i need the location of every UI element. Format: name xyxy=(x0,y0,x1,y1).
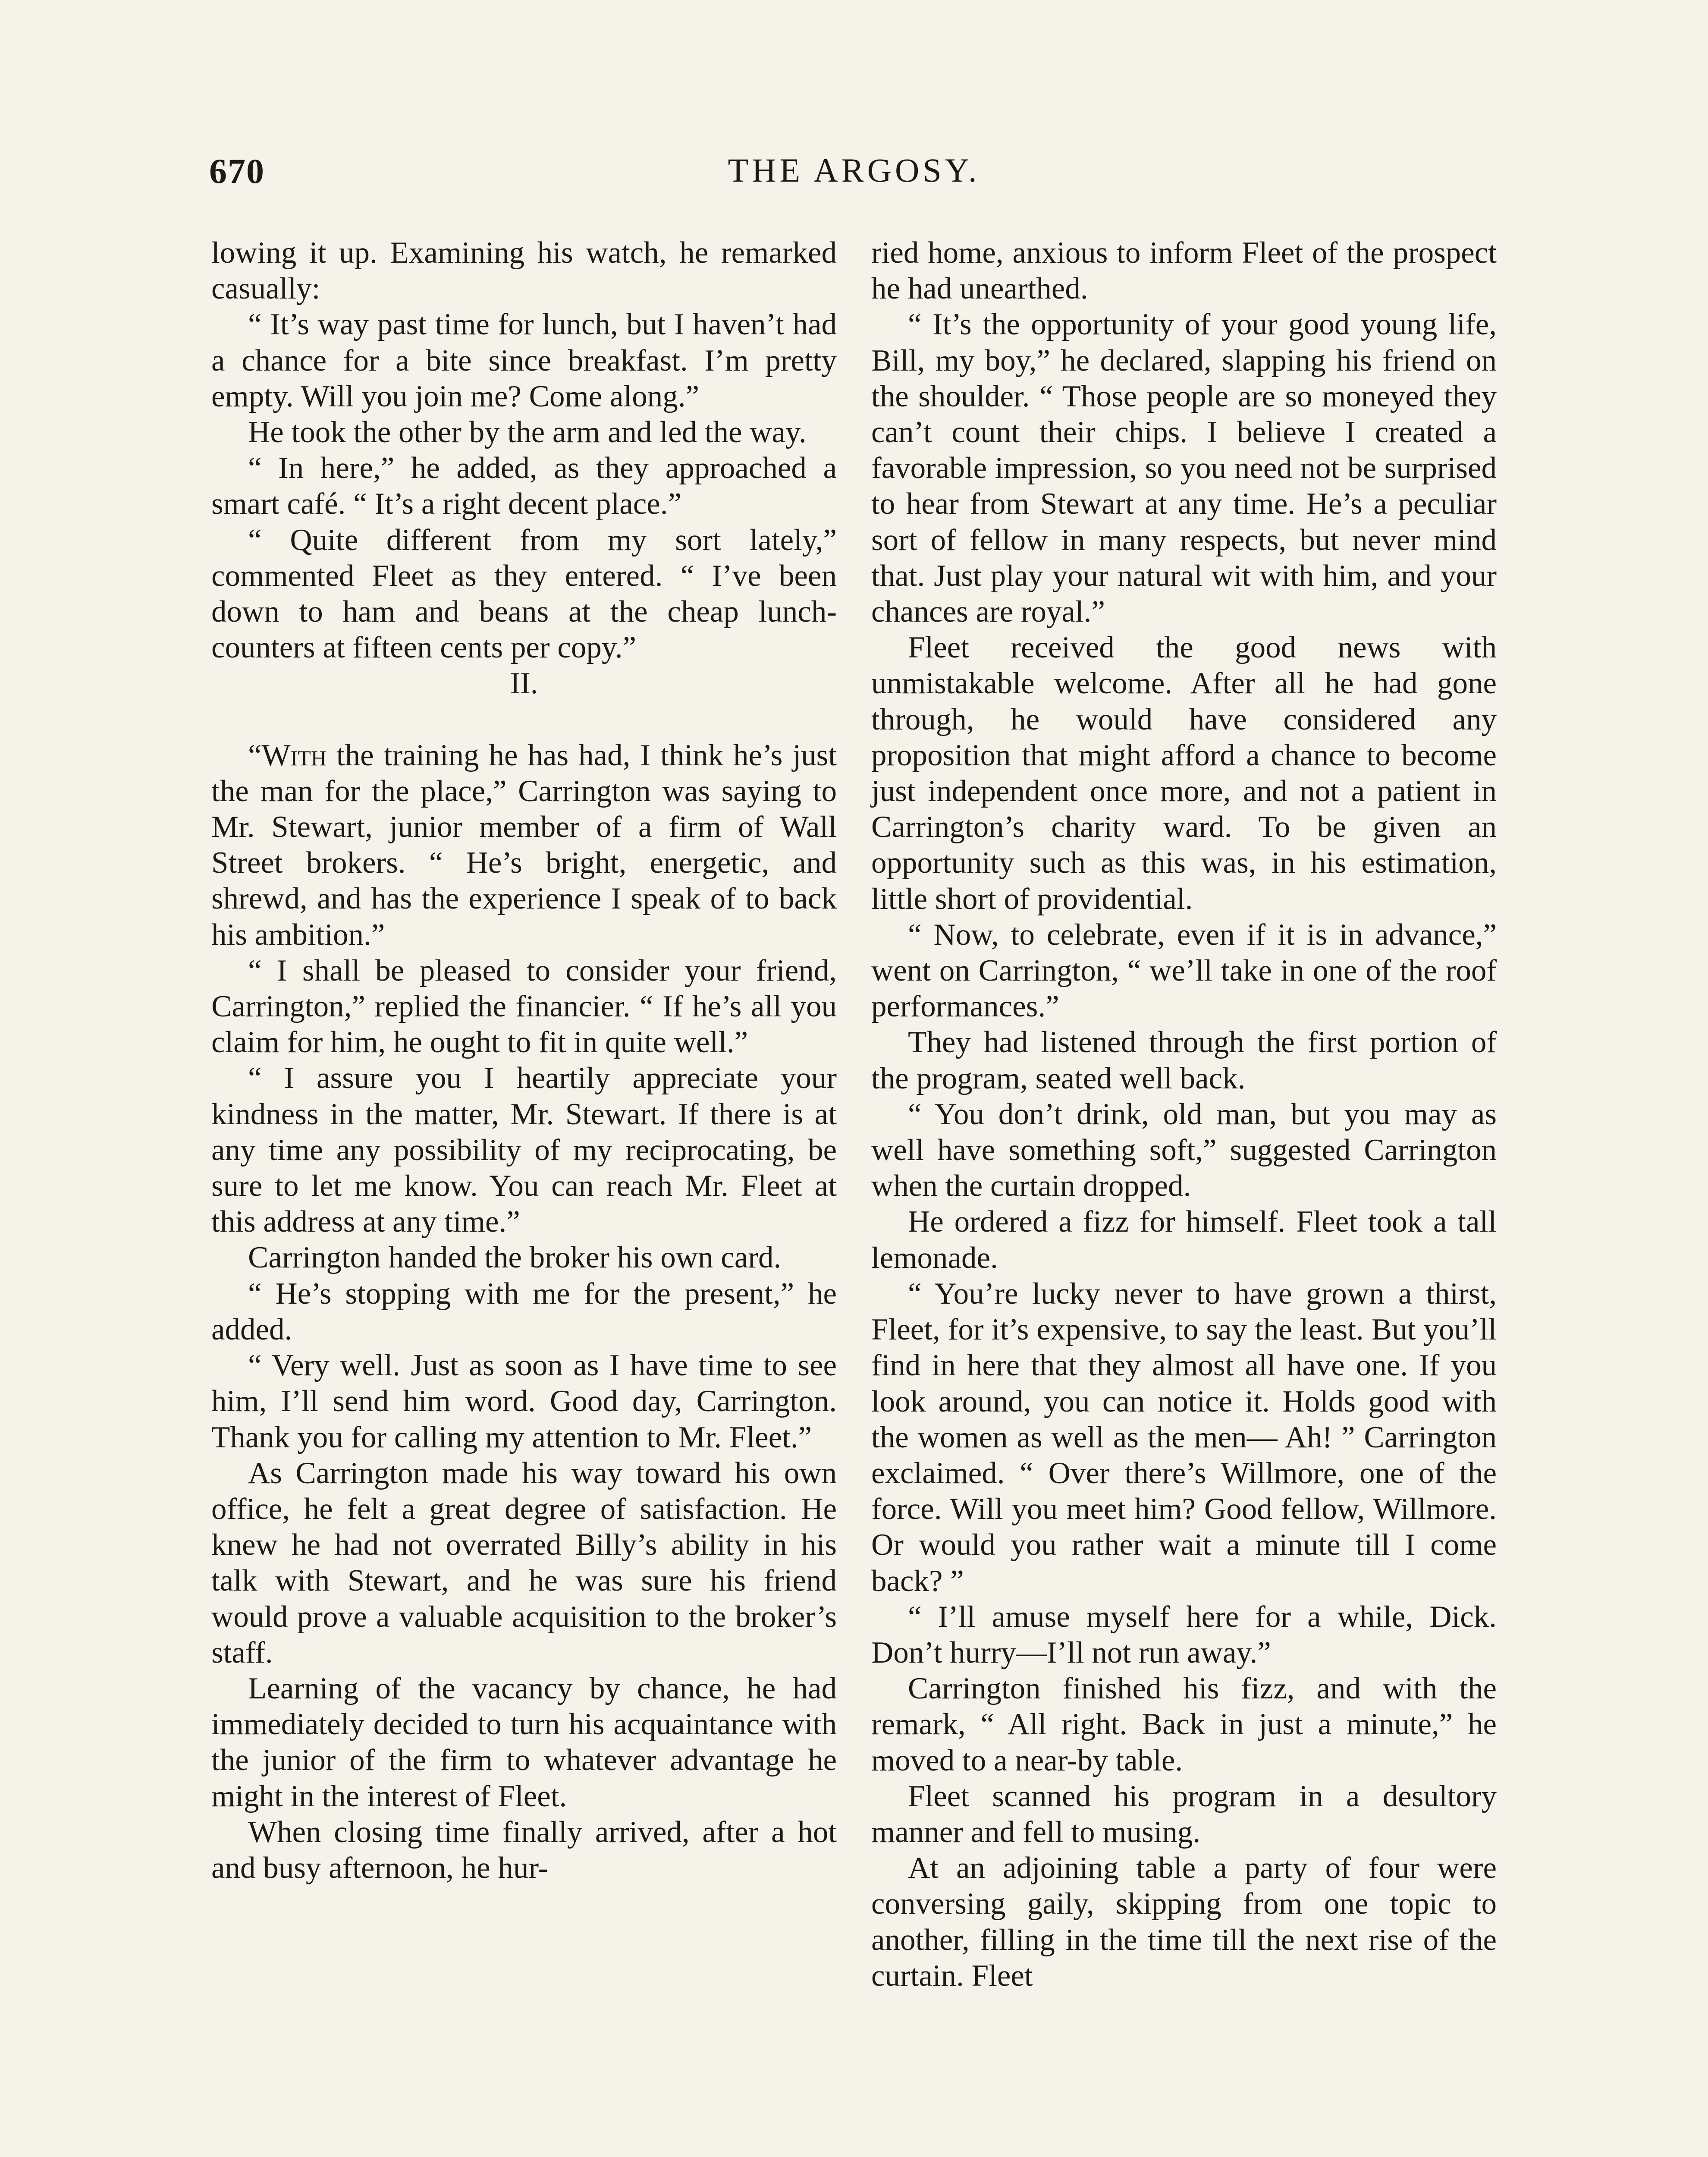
paragraph-text: the training he has had, I think he’s just the man for the place,” Carrington was saying to Mr. Stewart, junior member of a firm of Wall Street brokers. “ He’s bright, energetic, and shrewd, and has the experience I speak of to back his ambition.” xyxy=(211,738,837,952)
page-header xyxy=(209,151,1499,198)
paragraph: “ I assure you I heartily appreciate your kindness in the matter, Mr. Stewart. If there is at any time any possibility of my reciprocating, be sure to let me know. You can reach Mr. Fleet at this address at any time.” xyxy=(211,1061,837,1239)
paragraph: “ You’re lucky never to have grown a thirst, Fleet, for it’s expensive, to say the least. But you’ll find in here that they almost all have one. If you look around, you can notice it. Holds good with the women as well as the men— Ah! ” Carrington exclaimed. “ Over there’s Willmore, one of the force. Will you meet him? Good fellow, Willmore. Or would you rather wait a minute till I come back? ” xyxy=(871,1277,1497,1598)
paragraph: Fleet scanned his program in a desultory manner and fell to musing. xyxy=(871,1779,1497,1849)
paragraph: Carrington finished his fizz, and with the remark, “ All right. Back in just a minute,” he moved to a near-by table. xyxy=(871,1672,1497,1777)
paragraph xyxy=(211,738,837,953)
paragraph: They had listened through the first portion of the program, seated well back. xyxy=(871,1025,1497,1095)
paragraph: He ordered a fizz for himself. Fleet took a tall lemonade. xyxy=(871,1205,1497,1275)
paragraph: “ He’s stopping with me for the present,” he added. xyxy=(211,1277,837,1346)
paragraph: Carrington handed the broker his own card. xyxy=(248,1241,782,1275)
paragraph: “ Very well. Just as soon as I have time to see him, I’ll send him word. Good day, Carrington. Thank you for calling my attention to Mr. Fleet.” xyxy=(211,1349,837,1454)
paragraph: “ I shall be pleased to consider your friend, Carrington,” replied the financier. “ If he’s all you claim for him, he ought to fit in quite well.” xyxy=(211,953,837,1060)
paragraph: “ I’ll amuse myself here for a while, Dick. Don’t hurry—I’ll not run away.” xyxy=(871,1600,1497,1670)
paragraph: When closing time finally arrived, after a hot and busy afternoon, he hur- xyxy=(211,1815,837,1885)
paragraph: “ You don’t drink, old man, but you may as well have something soft,” suggested Carrington when the curtain dropped. xyxy=(871,1097,1497,1203)
running-head: THE ARGOSY. xyxy=(728,151,980,189)
paragraph: He took the other by the arm and led the way. xyxy=(248,415,807,450)
paragraph: “ Now, to celebrate, even if it is in advance,” went on Carrington, “ we’ll take in one of the roof performances.” xyxy=(871,918,1497,1024)
paragraph: As Carrington made his way toward his own office, he felt a great degree of satisfaction. He knew he had not overrated Billy’s ability in his talk with Stewart, and he was sure his friend would prove a valuable acquisition to the broker’s staff. xyxy=(211,1456,837,1670)
right-column xyxy=(871,235,1497,1994)
paragraph: “ Quite different from my sort lately,” commented Fleet as they entered. “ I’ve been down to ham and beans at the cheap lunch-counters at fifteen cents per copy.” xyxy=(211,523,837,665)
paragraph: “ It’s way past time for lunch, but I haven’t had a chance for a bite since breakfast. I’m pretty empty. Will you join me? Come along.” xyxy=(211,308,837,413)
paragraph: At an adjoining table a party of four were conversing gaily, skipping from one topic to another, filling in the time till the next rise of the curtain. Fleet xyxy=(871,1851,1497,1993)
paragraph: lowing it up. Examining his watch, he remarked casually: xyxy=(211,236,837,306)
left-column xyxy=(211,235,837,1886)
page-number: 670 xyxy=(209,151,265,191)
paragraph: ried home, anxious to inform Fleet of the prospect he had unearthed. xyxy=(871,236,1497,306)
section-heading: II. xyxy=(510,667,538,701)
paragraph: “ In here,” he added, as they approached a smart café. “ It’s a right decent place.” xyxy=(211,451,837,521)
opening-quote: “ xyxy=(248,738,262,772)
paragraph: Learning of the vacancy by chance, he had immediately decided to turn his acquaintance with the junior of the firm to whatever advantage he might in the interest of Fleet. xyxy=(211,1671,837,1813)
paragraph: Fleet received the good news with unmistakable welcome. After all he had gone through, he would have considered any proposition that might afford a chance to become just independent once more, and not a patient in Carrington’s charity ward. To be given an opportunity such as this was, in his estimation, little short of providential. xyxy=(871,631,1497,916)
section-lead-word: With xyxy=(261,738,327,772)
paragraph: “ It’s the opportunity of your good young life, Bill, my boy,” he declared, slapping his friend on the shoulder. “ Those people are so moneyed they can’t count their chips. I believe I created a favorable impression, so you need not be surprised to hear from Stewart at any time. He’s a peculiar sort of fellow in many respects, but never mind that. Just play your natural wit with him, and your chances are royal.” xyxy=(871,308,1497,629)
